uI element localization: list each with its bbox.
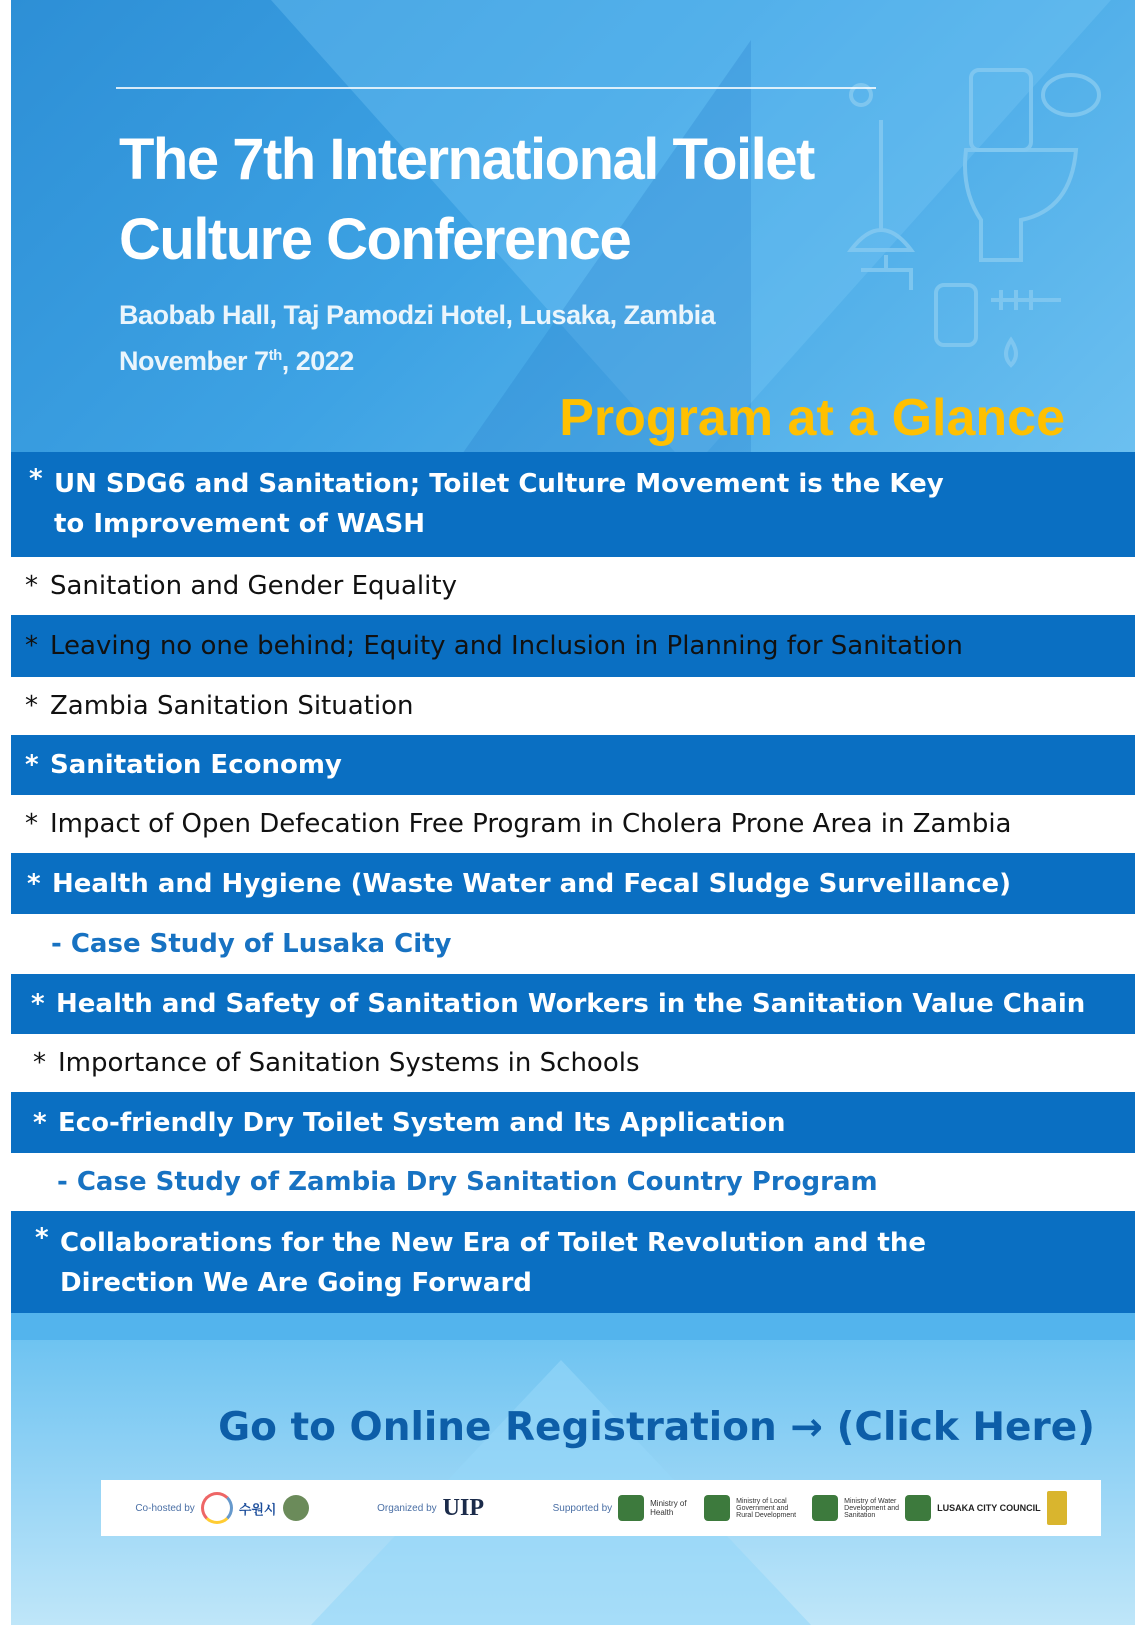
bullet: * [31, 989, 45, 1019]
bullet: * [33, 1048, 46, 1078]
online-registration-link[interactable] [218, 1405, 1095, 1450]
bullet: * [27, 868, 41, 899]
sponsor-logo-strip [101, 1480, 1101, 1536]
program-item-11 [11, 1211, 1135, 1313]
program-item-5 [11, 735, 1135, 795]
program-item-text: Zambia Sanitation Situation [50, 691, 414, 721]
program-item-7 [11, 853, 1135, 914]
bullet: * [35, 1223, 49, 1253]
program-item-text: Eco-friendly Dry Toilet System and Its Application [58, 1107, 786, 1138]
ministry-local-label: Ministry of Local Government and Rural Development [736, 1497, 797, 1519]
registration-label: Go to Online Registration [218, 1405, 777, 1450]
program-item-text: Sanitation Economy [50, 750, 342, 780]
brush-icon [991, 290, 1061, 310]
program-item-text: - Case Study of Zambia Dry Sanitation Country Program [57, 1167, 878, 1197]
zambia-coat-of-arms-icon [905, 1495, 931, 1521]
plunger-icon [851, 120, 911, 250]
organizer-group [377, 1495, 484, 1522]
university-logo [1047, 1491, 1067, 1525]
ministry-water-label: Ministry of Water Development and Sanitation [844, 1497, 900, 1519]
toilet-icon [965, 150, 1076, 260]
date-year: , 2022 [281, 346, 354, 376]
program-heading: Program at a Glance [559, 389, 1065, 447]
toilet-paper-icon [1043, 75, 1099, 115]
program-item-6 [11, 795, 1135, 853]
bullet: * [25, 691, 38, 721]
program-item-text: Sanitation and Gender Equality [50, 571, 457, 601]
faucet-icon [861, 255, 911, 290]
program-subitem-7a [11, 914, 1135, 974]
sanitation-icons [831, 0, 1131, 400]
zambia-coat-of-arms-icon [812, 1495, 838, 1521]
suwon-logo: 수원시 [238, 1501, 277, 1517]
program-item-text: UN SDG6 and Sanitation; Toilet Culture Movement is the Key to Improvement of WASH [54, 469, 944, 539]
bullet: * [25, 750, 39, 780]
lusaka-city-council-label: LUSAKA CITY COUNCIL [937, 1503, 1041, 1513]
bullet: * [29, 464, 43, 494]
zambia-coat-of-arms-icon [618, 1495, 644, 1521]
program-item-text: Health and Safety of Sanitation Workers in the Sanitation Value Chain [56, 989, 1086, 1019]
bullet: * [25, 809, 38, 839]
program-item-2 [11, 557, 1135, 615]
program-item-text: Leaving no one behind; Equity and Inclusion in Planning for Sanitation [50, 631, 963, 661]
title-line-2: Culture Conference [119, 207, 631, 272]
program-item-4 [11, 677, 1135, 735]
organized-by-label: Organized by [377, 1502, 437, 1514]
event-date [119, 346, 354, 377]
program-item-text: Impact of Open Defecation Free Program in Cholera Prone Area in Zambia [50, 809, 1012, 839]
supporter-group [553, 1491, 1067, 1525]
bullet: * [33, 1107, 47, 1138]
program-item-3 [11, 615, 1135, 677]
program-item-9 [11, 1034, 1135, 1092]
zambia-coat-of-arms-icon [704, 1495, 730, 1521]
arrow-right-icon: → [790, 1405, 823, 1450]
soap-bottle-icon [936, 285, 976, 345]
toilet-tank-icon [971, 70, 1031, 150]
bullet: * [25, 571, 38, 601]
program-item-text: Health and Hygiene (Waste Water and Fecal Sludge Surveillance) [52, 868, 1012, 899]
zambia-seal-logo [283, 1495, 309, 1521]
ministry-health-label: Ministry of Health [650, 1499, 687, 1517]
header-divider [116, 87, 876, 89]
cohosted-by-label: Co-hosted by [135, 1502, 195, 1514]
supported-by-label: Supported by [552, 1502, 613, 1514]
bullet: * [25, 631, 38, 661]
program-item-8 [11, 974, 1135, 1034]
droplet-icon [1006, 340, 1016, 365]
conference-title [119, 120, 814, 280]
click-here-label: (Click Here) [836, 1405, 1095, 1450]
world-toilet-association-logo [201, 1492, 233, 1524]
venue: Baobab Hall, Taj Pamodzi Hotel, Lusaka, Zambia [119, 300, 716, 330]
program-item-text: - Case Study of Lusaka City [51, 929, 452, 959]
program-item-text: Collaborations for the New Era of Toilet Revolution and the Direction We Are Going Forward [60, 1228, 926, 1298]
program-item-1 [11, 452, 1135, 557]
title-line-1: The 7th International Toilet [119, 127, 814, 192]
poster [11, 0, 1135, 1625]
program-item-text: Importance of Sanitation Systems in Schools [58, 1048, 640, 1078]
program-item-10 [11, 1092, 1135, 1153]
date-suffix: th [268, 347, 282, 364]
program-subitem-10a [11, 1153, 1135, 1211]
cohost-group [135, 1492, 308, 1524]
uip-logo: UIP [442, 1494, 484, 1521]
date-month: November 7 [119, 346, 269, 376]
